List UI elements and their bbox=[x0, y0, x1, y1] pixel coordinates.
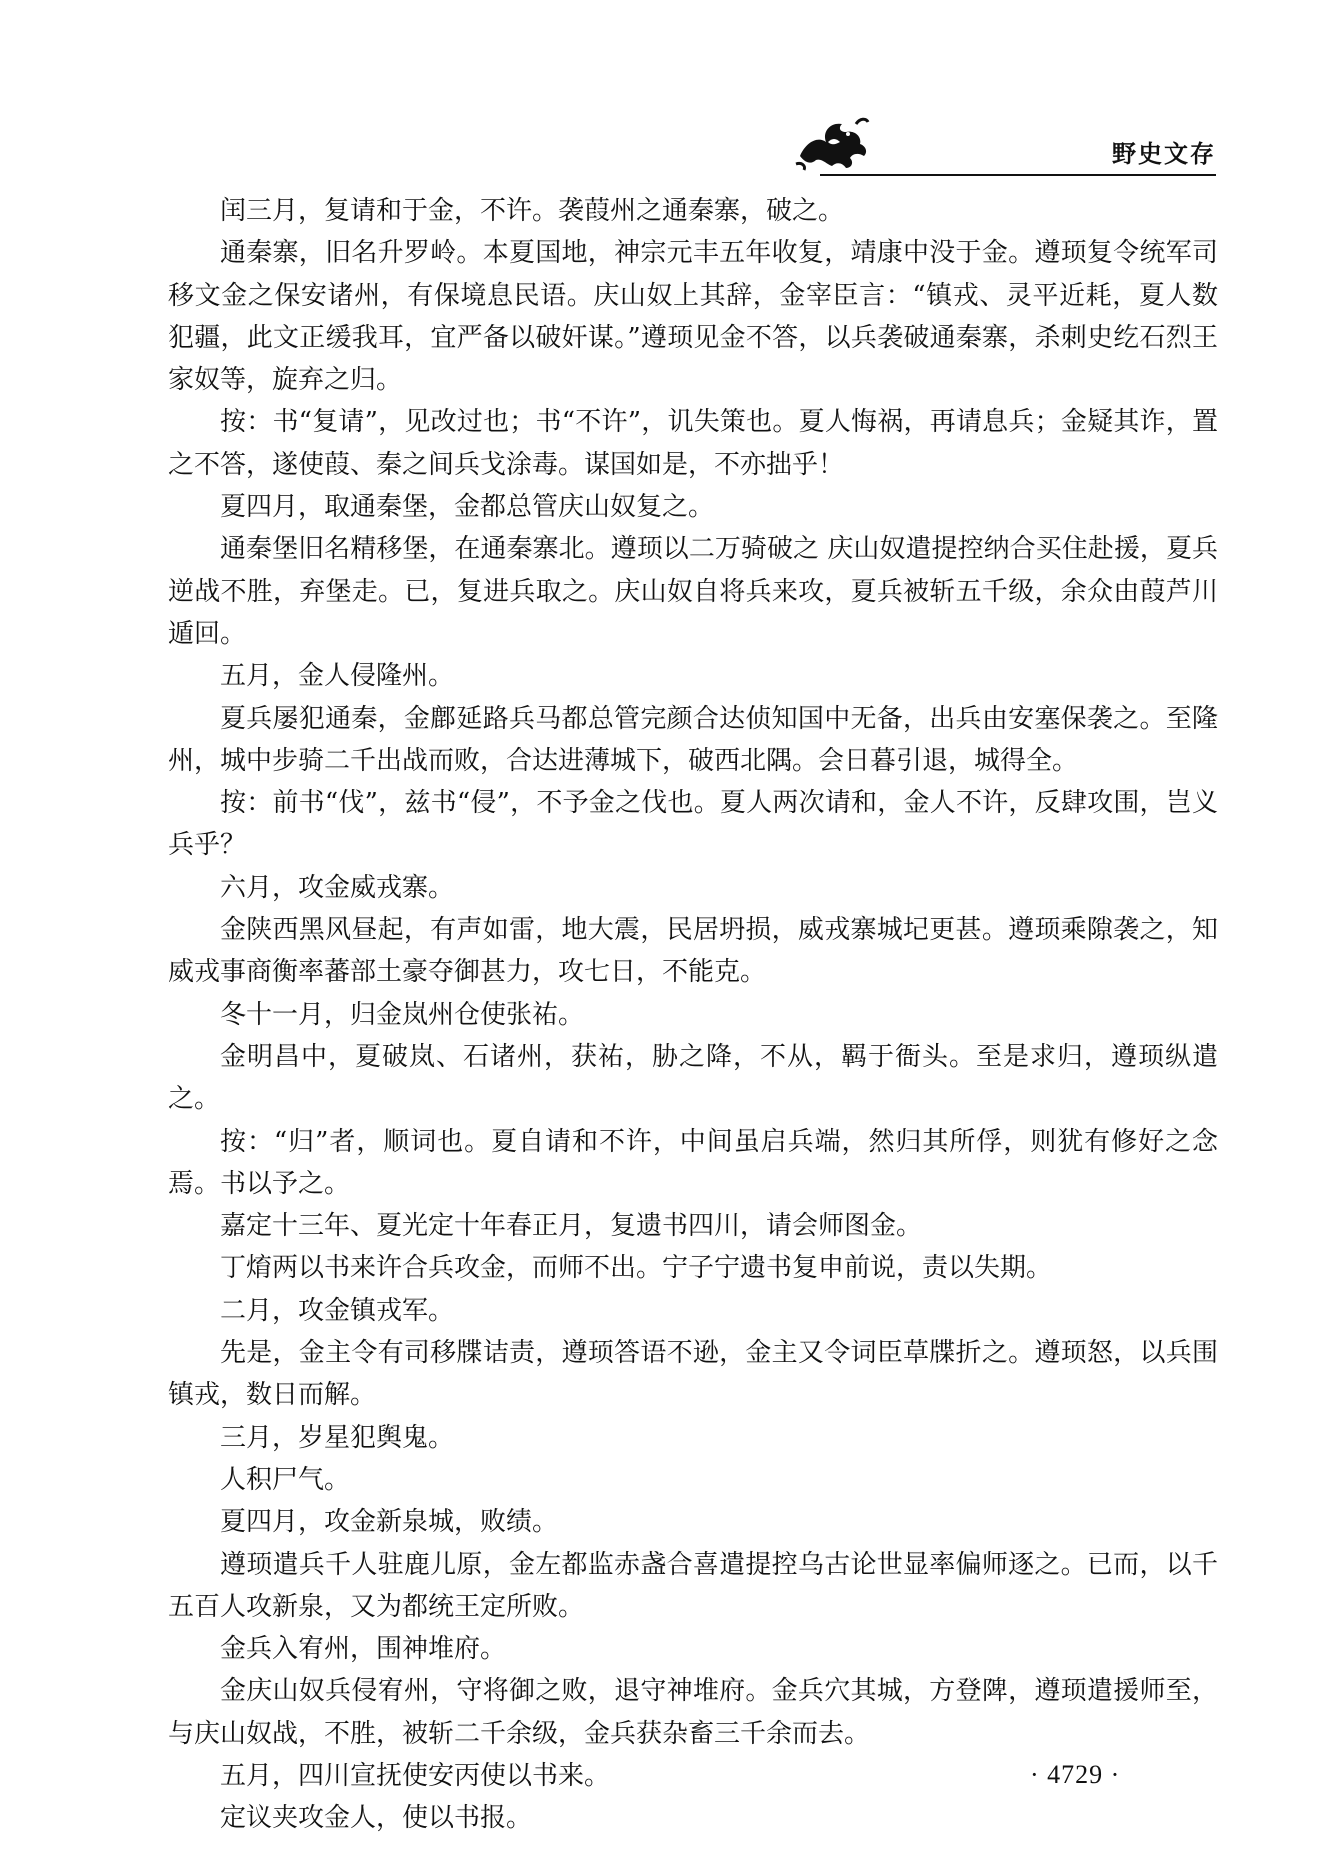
paragraph: 定议夹攻金人，使以书报。 bbox=[220, 1803, 533, 1834]
paragraph: 按：书“复请”，见改过也；书“不许”，讥失策也。夏人悔祸，再请息兵；金疑其诈，置之不答，遂使葭、秦之间兵戈涂毒。谋国如是，不亦拙乎！ bbox=[168, 407, 1218, 480]
paragraph: 五月，四川宣抚使安丙使以书来。 bbox=[220, 1760, 611, 1791]
paragraph: 嘉定十三年、夏光定十年春正月，复遗书四川，请会师图金。 bbox=[220, 1211, 923, 1242]
paragraph: 夏兵屡犯通秦，金鄜延路兵马都总管完颜合达侦知国中无备，出兵由安塞保袭之。至隆州，城中步骑二千出战而败，合达进薄城下，破西北隅。会日暮引退，城得全。 bbox=[168, 703, 1218, 776]
running-header bbox=[170, 108, 1216, 178]
paragraph: 金兵入宥州，围神堆府。 bbox=[220, 1634, 507, 1665]
dragon-emblem-icon bbox=[792, 112, 872, 174]
paragraph: 通秦堡旧名精移堡，在通秦寨北。遵顼以二万骑破之 庆山奴遣提控纳合买住赴援，夏兵逆战不胜，弃堡走。已，复进兵取之。庆山奴自将兵来攻，夏兵被斩五千级，余众由葭芦川遁回。 bbox=[168, 534, 1218, 649]
paragraph: 金庆山奴兵侵宥州，守将御之败，退守神堆府。金兵穴其城，方登陴，遵顼遣援师至，与庆山奴战，不胜，被斩二千余级，金兵获杂畜三千余而去。 bbox=[168, 1676, 1218, 1749]
paragraph: 六月，攻金威戎寨。 bbox=[220, 872, 455, 903]
paragraph: 夏四月，攻金新泉城，败绩。 bbox=[220, 1507, 559, 1538]
paragraph: 二月，攻金镇戎军。 bbox=[220, 1295, 455, 1326]
paragraph: 通秦寨，旧名升罗岭。本夏国地，神宗元丰五年收复，靖康中没于金。遵顼复令统军司移文金之保安诸州，有保境息民语。庆山奴上其辞，金宰臣言：“镇戎、灵平近耗，夏人数犯疆，此文正缓我耳，宜严备以破奸谋。”遵顼见金不答，以兵袭破通秦寨，杀刺史纥石烈王家奴等，旋弃之归。 bbox=[168, 238, 1218, 396]
header-rule bbox=[820, 174, 1216, 176]
paragraph: 五月，金人侵隆州。 bbox=[220, 661, 455, 692]
paragraph: 金明昌中，夏破岚、石诸州，获祐，胁之降，不从，羁于衙头。至是求归，遵顼纵遣之。 bbox=[168, 1041, 1218, 1115]
paragraph: 夏四月，取通秦堡，金都总管庆山奴复之。 bbox=[220, 492, 715, 523]
paragraph: 按：前书“伐”，兹书“侵”，不予金之伐也。夏人两次请和，金人不许，反肆攻围，岂义兵乎？ bbox=[168, 788, 1218, 861]
paragraph: 遵顼遣兵千人驻鹿儿原，金左都监赤盏合喜遣提控乌古论世显率偏师逐之。已而，以千五百人攻新泉，又为都统王定所败。 bbox=[168, 1549, 1218, 1622]
paragraph: 冬十一月，归金岚州仓使张祐。 bbox=[220, 999, 585, 1030]
page-number: · 4729 · bbox=[1030, 1760, 1121, 1789]
paragraph: 闰三月，复请和于金，不许。袭葭州之通秦寨，破之。 bbox=[220, 196, 845, 226]
paragraph: 丁焴两以书来许合兵攻金，而师不出。宁子宁遗书复申前说，责以失期。 bbox=[220, 1253, 1053, 1284]
paragraph: 按：“归”者，顺词也。夏自请和不许，中间虽启兵端，然归其所俘，则犹有修好之念焉。书以予之。 bbox=[168, 1126, 1218, 1199]
paragraph: 三月，岁星犯舆鬼。 bbox=[220, 1422, 455, 1453]
paragraph: 人积尸气。 bbox=[220, 1464, 351, 1495]
paragraph: 金陕西黑风昼起，有声如雷，地大震，民居坍损，威戎寨城圮更甚。遵顼乘隙袭之，知威戎事商衡率蕃部土豪夺御甚力，攻七日，不能克。 bbox=[168, 915, 1218, 988]
main-text bbox=[168, 190, 1218, 1840]
running-header-title: 野史文存 bbox=[1112, 140, 1216, 168]
paragraph: 先是，金主令有司移牒诘责，遵顼答语不逊，金主又令词臣草牒折之。遵顼怒，以兵围镇戎，数日而解。 bbox=[168, 1338, 1218, 1411]
